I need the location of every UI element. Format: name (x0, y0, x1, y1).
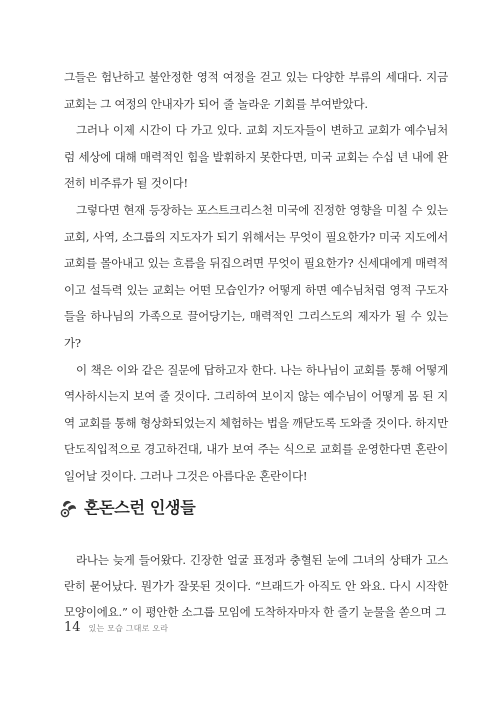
paragraph: 그러나 이제 시간이 다 가고 있다. 교회 지도자들이 변하고 교회가 예수님처럼 세상에 대해 매력적인 힘을 발휘하지 못한다면, 미국 교회는 수십 년 내에 완전히 비주류가 될 것이다! (64, 123, 448, 191)
paragraph: 라나는 늦게 들어왔다. 긴장한 얼굴 표정과 충혈된 눈에 그녀의 상태가 고스란히 묻어났다. 뭔가가 잘못된 것이다. “브래드가 아직도 안 와요. 다시 시작한 모양이에요.” 이 평안한 소그룹 모임에 도착하자마자 한 줄기 눈물을 쏟으며 그 (64, 553, 448, 619)
body-text (64, 64, 448, 490)
section-body (64, 548, 448, 625)
running-title: 있는 모습 그대로 오라 (88, 624, 169, 633)
paragraph: 이 책은 이와 같은 질문에 답하고자 한다. 나는 하나님이 교회를 통해 어떻게 역사하시는지 보여 줄 것이다. 그리하여 보이지 않는 예수님이 어떻게 몸 된 지역 교회를 통해 형상화되었는지 체험하는 법을 깨닫도록 도와줄 것이다. 하지만 단도직입적으로 경고하건대, 내가 보여 주는 식으로 교회를 운영한다면 혼란이 일어날 것이다. 그러나 그것은 아름다운 혼란이다! (64, 362, 448, 483)
section-title: 혼돈스런 인생들 (84, 498, 196, 517)
paragraph: 그렇다면 현재 등장하는 포스트크리스천 미국에 진정한 영향을 미칠 수 있는 교회, 사역, 소그룹의 지도자가 되기 위해서는 무엇이 필요한가? 미국 지도에서 교회를 몰아내고 있는 흐름을 뒤집으려면 무엇이 필요한가? 신세대에게 매력적이고 설득력 있는 교회는 어떤 모습인가? 어떻게 하면 예수님처럼 영적 구도자들을 하나님의 가족으로 끌어당기는, 매력적인 그리스도의 제자가 될 수 있는가? (64, 202, 448, 350)
page-number: 14 (64, 620, 81, 635)
leaf-ornament-icon (60, 497, 78, 519)
section-heading (60, 497, 195, 519)
paragraph: 그들은 험난하고 불안정한 영적 여정을 걷고 있는 다양한 부류의 세대다. 지금 교회는 그 여정의 안내자가 되어 줄 놀라운 기회를 부여받았다. (64, 70, 448, 111)
page-footer (64, 620, 168, 635)
